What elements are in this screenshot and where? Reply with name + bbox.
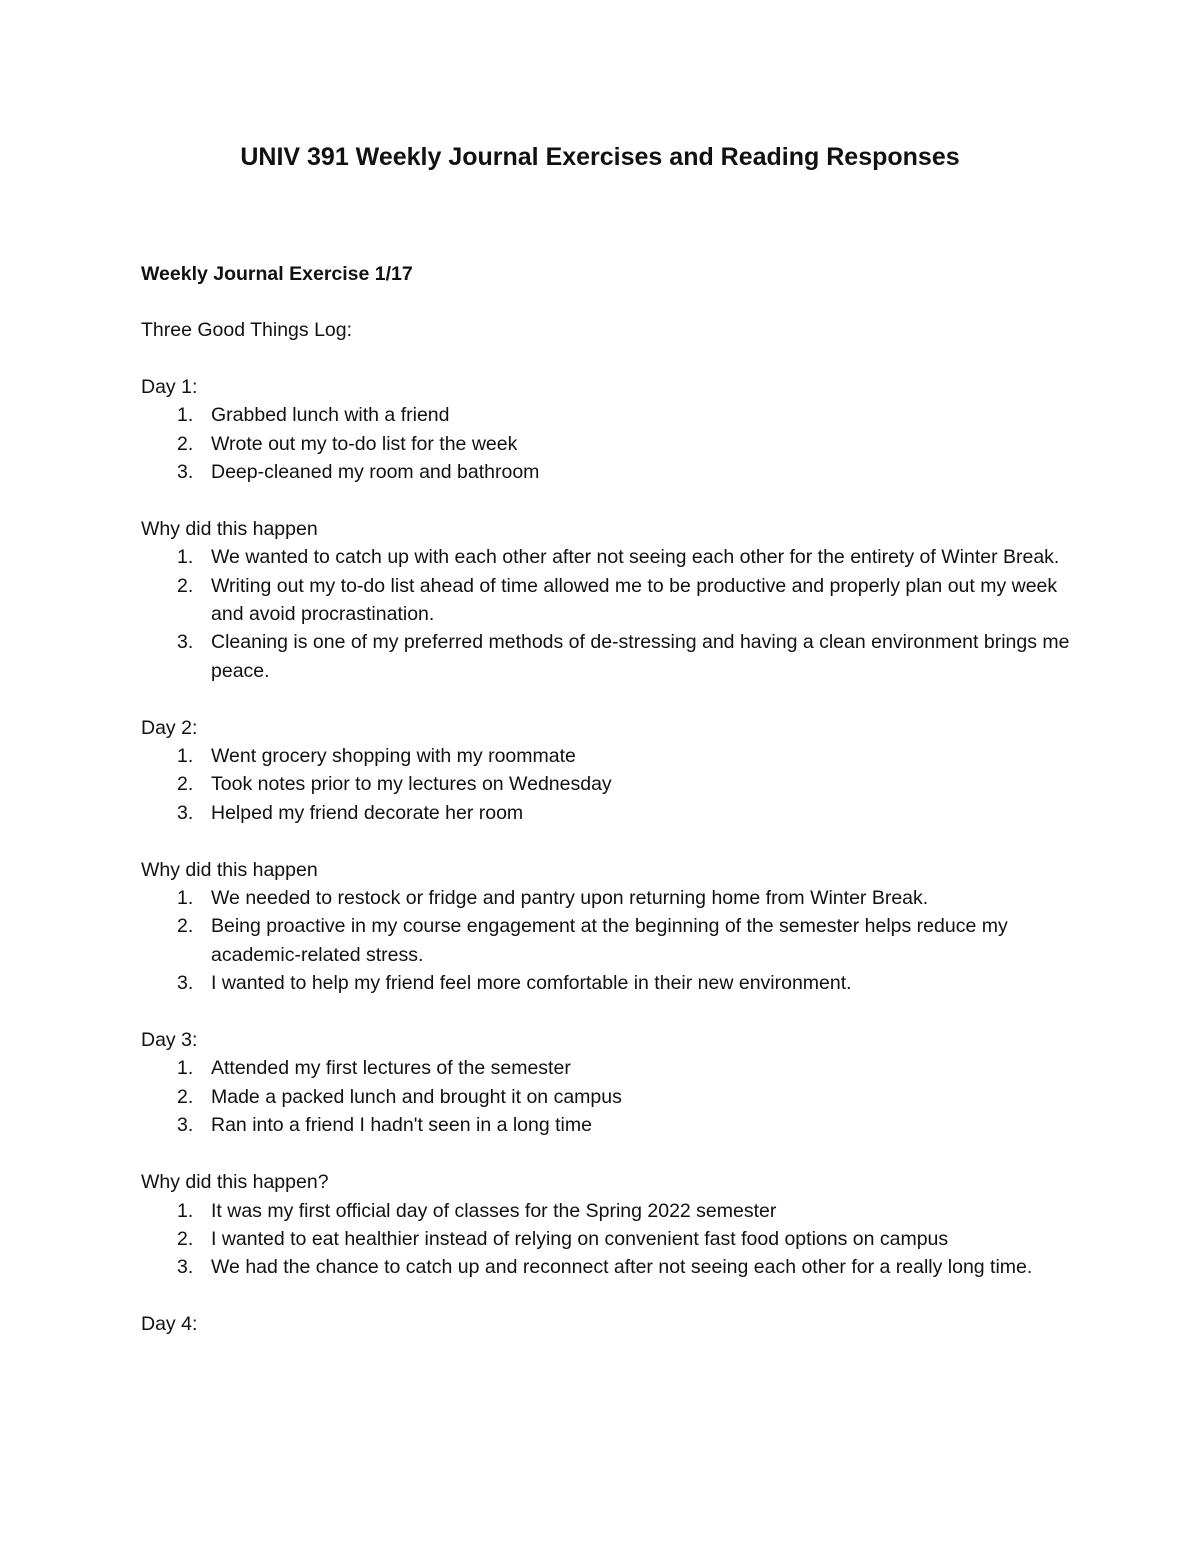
list-number: 3. — [177, 1256, 194, 1279]
list-number: 2. — [177, 773, 194, 796]
list-item: 2. I wanted to eat healthier instead of relying on convenient fast food options on campus — [141, 1225, 1071, 1253]
list-item: 2. Wrote out my to-do list for the week — [141, 430, 1071, 458]
list-item: 1. Attended my first lectures of the semester — [141, 1054, 1071, 1082]
day-1-label: Day 1: — [141, 375, 198, 398]
day-3-label: Day 3: — [141, 1029, 198, 1052]
day-1-list — [141, 401, 1071, 486]
list-item: 1. Went grocery shopping with my roommate — [141, 742, 1071, 770]
list-item: 2. Made a packed lunch and brought it on campus — [141, 1083, 1071, 1111]
list-number: 2. — [177, 574, 194, 597]
list-item: 2. Took notes prior to my lectures on Wednesday — [141, 770, 1071, 798]
list-number: 3. — [177, 631, 194, 654]
document-title: UNIV 391 Weekly Journal Exercises and Reading Responses — [240, 143, 960, 171]
list-number: 1. — [177, 745, 194, 768]
list-number: 3. — [177, 801, 194, 824]
journal-body — [141, 316, 1071, 1339]
list-item: 3. We had the chance to catch up and reconnect after not seeing each other for a really long time. — [141, 1253, 1071, 1281]
list-item: 3. Ran into a friend I hadn't seen in a long time — [141, 1111, 1071, 1139]
day-2-why-label: Why did this happen — [141, 858, 318, 881]
list-item: 3. Helped my friend decorate her room — [141, 799, 1071, 827]
list-number: 1. — [177, 1057, 194, 1080]
day-3-why-label: Why did this happen? — [141, 1171, 329, 1194]
day-2-list — [141, 742, 1071, 827]
list-number: 1. — [177, 1199, 194, 1222]
list-number: 3. — [177, 972, 194, 995]
list-number: 3. — [177, 461, 194, 484]
list-item: 3. Deep-cleaned my room and bathroom — [141, 458, 1071, 486]
section-heading: Weekly Journal Exercise 1/17 — [141, 263, 413, 285]
day-2-why-list — [141, 884, 1071, 998]
list-number: 1. — [177, 546, 194, 569]
list-item: 2. Writing out my to-do list ahead of time allowed me to be productive and properly plan out my week and avoid procrastination. — [141, 572, 1071, 629]
list-number: 2. — [177, 1085, 194, 1108]
log-label: Three Good Things Log: — [141, 319, 353, 341]
day-3-why-list — [141, 1197, 1071, 1282]
list-item: 1. Grabbed lunch with a friend — [141, 401, 1071, 429]
list-item: 1. We needed to restock or fridge and pantry upon returning home from Winter Break. — [141, 884, 1071, 912]
list-number: 2. — [177, 915, 194, 938]
list-number: 2. — [177, 432, 194, 455]
day-4-label: Day 4: — [141, 1313, 198, 1336]
list-item: 3. I wanted to help my friend feel more comfortable in their new environment. — [141, 969, 1071, 997]
day-1-why-label: Why did this happen — [141, 517, 318, 540]
list-number: 3. — [177, 1114, 194, 1137]
day-3-list — [141, 1054, 1071, 1139]
day-2-label: Day 2: — [141, 716, 198, 739]
list-item: 3. Cleaning is one of my preferred methods of de-stressing and having a clean environment brings me peace. — [141, 628, 1071, 685]
list-number: 1. — [177, 404, 194, 427]
list-item: 1. We wanted to catch up with each other after not seeing each other for the entirety of Winter Break. — [141, 543, 1071, 571]
list-number: 2. — [177, 1227, 194, 1250]
day-1-why-list — [141, 543, 1071, 685]
list-item: 2. Being proactive in my course engagement at the beginning of the semester helps reduce my academic-related stress. — [141, 912, 1071, 969]
list-item: 1. It was my first official day of classes for the Spring 2022 semester — [141, 1197, 1071, 1225]
list-number: 1. — [177, 887, 194, 910]
